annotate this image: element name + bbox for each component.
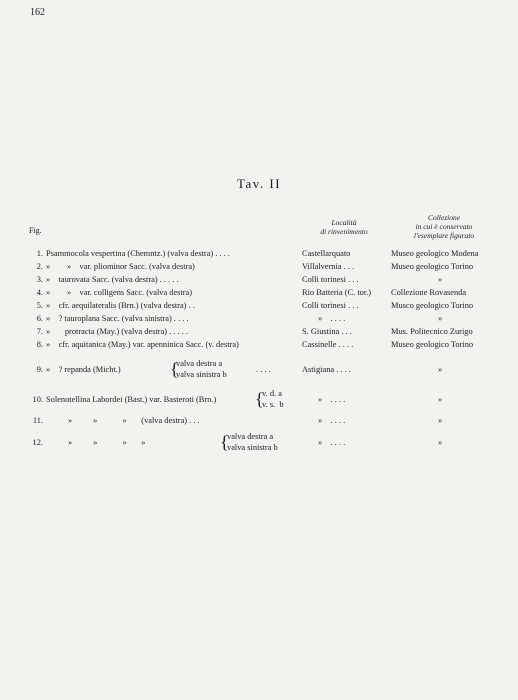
brace-glyph: { [220,432,229,452]
fig-number: 10. [32,395,43,404]
collection: » [438,416,443,425]
collection: Museo geologico Torino [391,262,474,271]
species: » » var. colligens Sacc. (valva destra) [46,288,193,297]
locality: » . . . . [318,416,346,425]
species: » cfr. aquitanica (May.) var. apenninica Sacc. (v. destra) [46,340,239,349]
locality: Rio Batteria (C. tor.) [302,288,372,297]
specimen-b: v. s. b [262,400,284,409]
table-row [0,390,518,412]
fig-number: 8. [36,340,43,349]
specimen-b: valva sinistra b [227,443,278,452]
fig-number: 5. [36,301,43,310]
collection: » [438,275,443,284]
locality: S. Giustina . . . [302,327,352,336]
specimen-b: valva sinistra b [176,370,227,379]
collection: » [438,395,443,404]
species: Solenotellina Labordei (Bast.) var. Basteroti (Brn.) [46,395,217,404]
collection: » [438,314,443,323]
species: » ? tauroplana Sacc. (valva sinistra) . . . . [46,314,189,323]
header-fig: Fig. [29,226,42,235]
locality: Castellarquato [302,249,351,258]
brace-glyph: { [255,389,264,409]
species: » » » (valva destra) . . . [68,416,200,425]
collection: Musco geologico Torino [391,301,474,310]
header-collection-line2: in cui è conservato [415,222,473,231]
header-locality-line1: Località [331,218,357,227]
species: » protracta (May.) (valva destra) . . . . . [46,327,189,336]
header-collection-line1: Collezione [427,213,461,222]
locality: Colli torinesi . . . [302,275,359,284]
fig-number: 1. [36,249,43,258]
collection: Collezione Rovasenda [391,288,467,297]
header-collection [392,213,496,240]
species: » ? repanda (Micht.) [46,365,121,374]
locality: » . . . . [318,395,346,404]
species: » taurovata Sacc. (valva destra) . . . . . [46,275,179,284]
specimen-a: valva destra a [227,432,274,441]
specimen-a: valva destra a [176,359,223,368]
page-number: 162 [30,7,45,18]
locality: » . . . . [318,314,346,323]
fig-number: 3. [36,275,43,284]
collection: Museo geologico Modena [391,249,479,258]
species-dots: . . . . [256,365,271,374]
fig-number: 7. [36,327,43,336]
collection: Mus. Politecnico Zurigo [391,327,473,336]
species: » » var. pliominor Sacc. (valva destra) [46,262,195,271]
fig-number: 11. [32,416,43,425]
fig-number: 12. [32,438,43,447]
locality: » . . . . [318,438,346,447]
collection: » [438,365,443,374]
brace-glyph: { [170,359,179,379]
collection: » [438,438,443,447]
header-locality [300,218,388,236]
locality: Cassinelle . . . . [302,340,354,349]
plate-title: Tav. II [236,176,282,191]
species: » » » » [68,438,146,447]
table-row [0,360,518,382]
species: Psammocola vespertina (Chemntz.) (valva destra) . . . . [46,249,230,258]
locality: Villalvernia . . . [302,262,355,271]
locality: Astigiana . . . . [302,365,351,374]
fig-number: 9. [36,365,43,374]
species: » cfr. aequilateralis (Brn.) (valva destra) . . [46,301,195,310]
fig-number: 4. [36,288,43,297]
table-row [0,433,518,455]
header-locality-line2: di rinvenimento [320,227,368,236]
collection: Museo geologico Torino [391,340,474,349]
header-collection-line3: l'esemplare figurato [413,231,475,240]
fig-number: 2. [36,262,43,271]
fig-number: 6. [36,314,43,323]
specimen-a: v. d. a [262,389,282,398]
locality: Colli torinesi . . . [302,301,359,310]
